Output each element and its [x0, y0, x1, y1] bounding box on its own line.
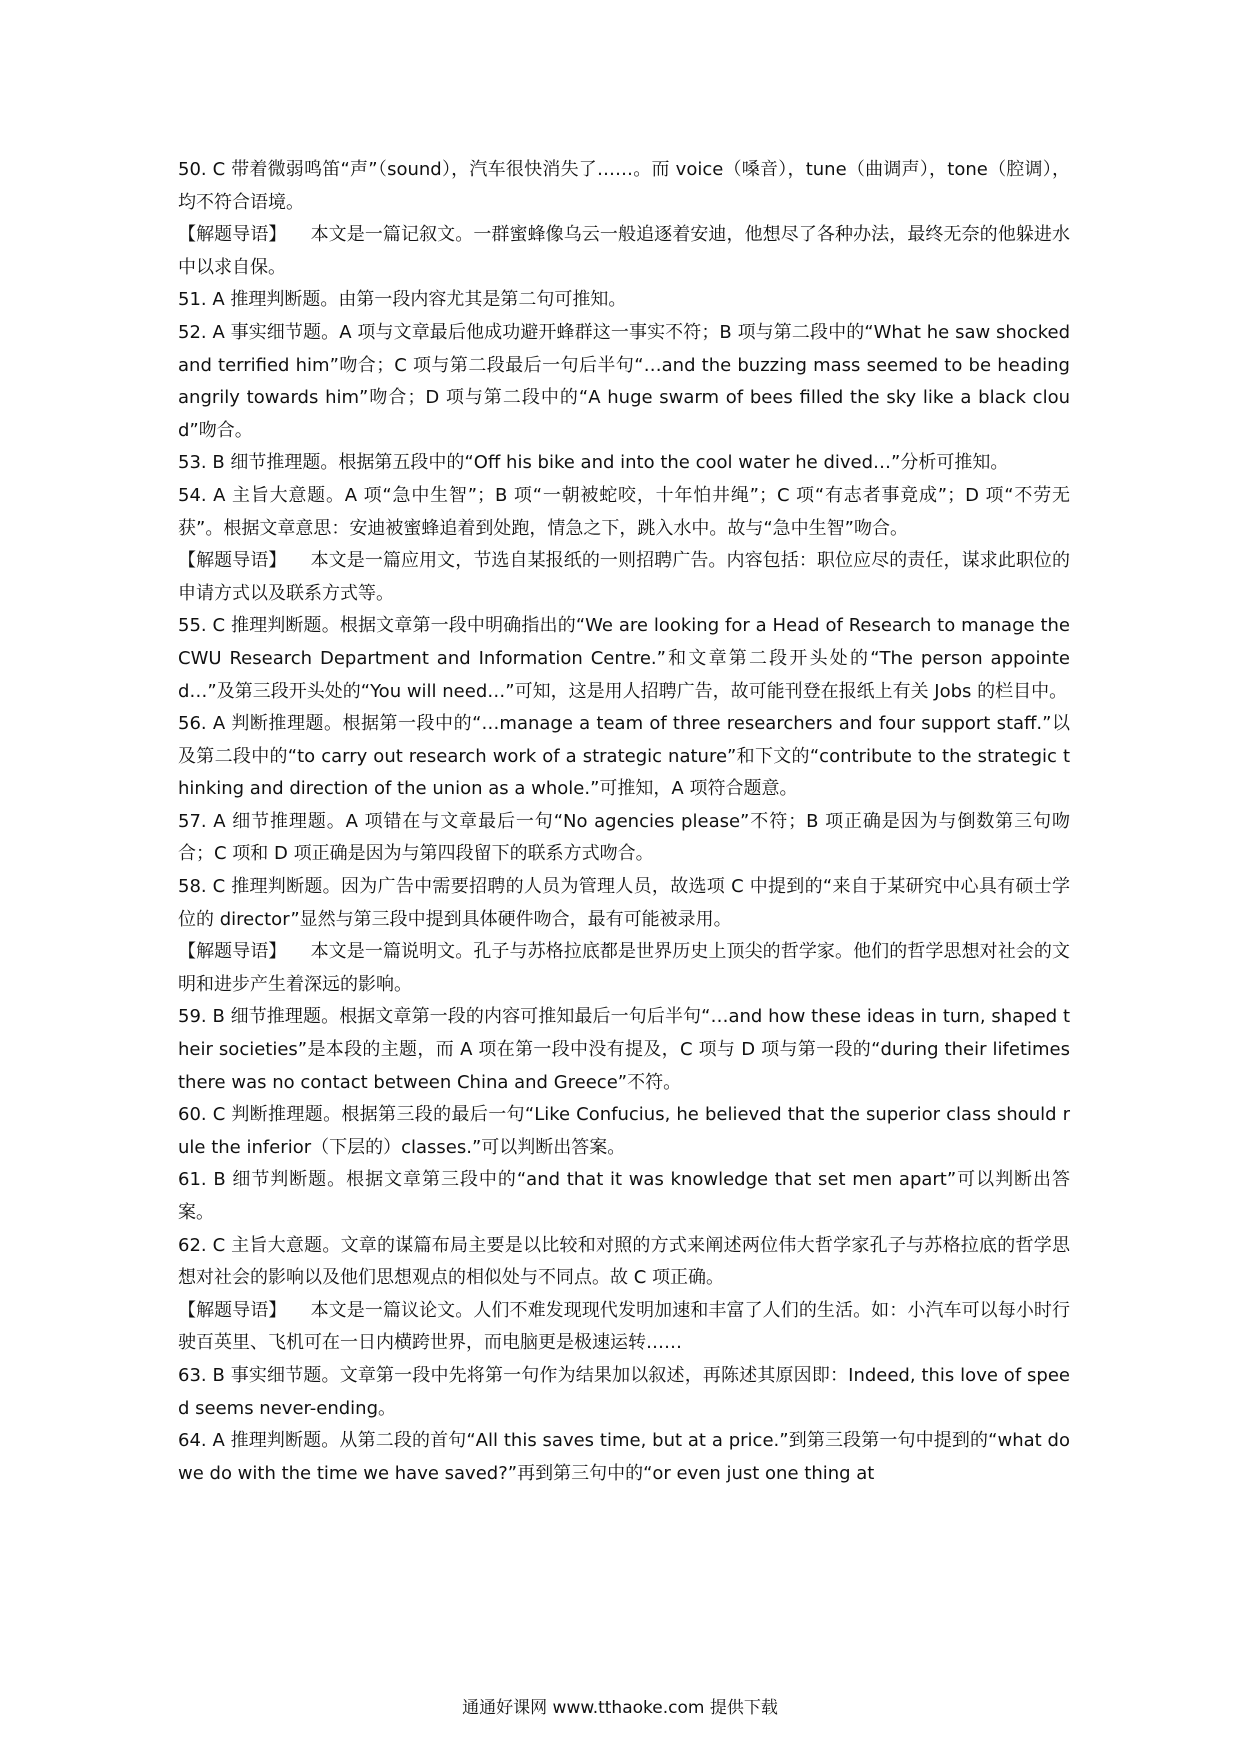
guide-tag: 【解题导语】 [178, 550, 287, 572]
answer-57 [178, 806, 1070, 871]
guide-tag: 【解题导语】 [178, 941, 287, 963]
answer-50 [178, 154, 1070, 219]
answer-text: 52. A 事实细节题。A 项与文章最后他成功避开蜂群这一事实不符；B 项与第二段中的“What he saw shocked and terrified him”吻合；C 项与第二段最后一句后半句“…and the buzzing mass seemed to be heading angrily towards him”吻合；D 项与第二段中的“A huge swarm of bees filled the sky like a black cloud”吻合。 [178, 321, 1070, 441]
answer-60 [178, 1099, 1070, 1164]
answer-text: 60. C 判断推理题。根据第三段的最后一句“Like Confucius, he believed that the superior class should rule the inferior（下层的）classes.”可以判断出答案。 [178, 1104, 1070, 1158]
guide-intro-1 [178, 219, 1070, 284]
answer-54 [178, 480, 1070, 545]
guide-text: 本文是一篇说明文。孔子与苏格拉底都是世界历史上顶尖的哲学家。他们的哲学思想对社会的文明和进步产生着深远的影响。 [178, 941, 1070, 995]
guide-intro-3 [178, 936, 1070, 1001]
answer-text: 53. B 细节推理题。根据第五段中的“Off his bike and into the cool water he dived…”分析可推知。 [178, 452, 1009, 474]
answer-58 [178, 871, 1070, 936]
answer-53 [178, 447, 1070, 480]
answer-text: 56. A 判断推理题。根据第一段中的“…manage a team of three researchers and four support staff.”以及第二段中的“to carry out research work of a strategic nature”和下文的“contribute to the strategic thinking and direction of the union as a whole.”可推知，A 项符合题意。 [178, 713, 1070, 800]
answer-text: 54. A 主旨大意题。A 项“急中生智”；B 项“一朝被蛇咬，十年怕井绳”；C 项“有志者事竟成”；D 项“不劳无获”。根据文章意思：安迪被蜜蜂追着到处跑，情急之下，跳入水中。故与“急中生智”吻合。 [178, 484, 1070, 539]
guide-text: 本文是一篇记叙文。一群蜜蜂像乌云一般追逐着安迪，他想尽了各种办法，最终无奈的他躲进水中以求自保。 [178, 224, 1070, 278]
answer-text: 64. A 推理判断题。从第二段的首句“All this saves time, but at a price.”到第三段第一句中提到的“what do we do with the time we have saved?”再到第三句中的“or even just one thing at [178, 1430, 1070, 1484]
answer-text: 59. B 细节推理题。根据文章第一段的内容可推知最后一句后半句“…and how these ideas in turn, shaped their societies”是本段的主题，而 A 项在第一段中没有提及，C 项与 D 项与第一段的“during their lifetimes there was no contact between China and Greece”不符。 [178, 1006, 1070, 1093]
answer-text: 58. C 推理判断题。因为广告中需要招聘的人员为管理人员，故选项 C 中提到的“来自于某研究中心具有硕士学位的 director”显然与第三段中提到具体硬件吻合，最有可能被录用。 [178, 876, 1070, 930]
answer-52 [178, 317, 1070, 447]
guide-text: 本文是一篇应用文，节选自某报纸的一则招聘广告。内容包括：职位应尽的责任，谋求此职位的申请方式以及联系方式等。 [178, 550, 1070, 604]
answer-text: 50. C 带着微弱鸣笛“声”（sound），汽车很快消失了……。而 voice（嗓音），tune（曲调声），tone（腔调），均不符合语境。 [178, 159, 1070, 213]
answer-64 [178, 1425, 1070, 1490]
page-footer: 通通好课网 www.tthaoke.com 提供下载 [462, 1698, 778, 1718]
answer-text: 55. C 推理判断题。根据文章第一段中明确指出的“We are looking for a Head of Research to manage the CWU Research Department and Information Centre.”和文章第二段开头处的“The person appointed…”及第三段开头处的“You will need…”可知，这是用人招聘广告，故可能刊登在报纸上有关 Jobs 的栏目中。 [178, 615, 1070, 702]
guide-intro-2 [178, 545, 1070, 610]
answer-55 [178, 610, 1070, 708]
answer-text: 57. A 细节推理题。A 项错在与文章最后一句“No agencies please”不符；B 项正确是因为与倒数第三句吻合；C 项和 D 项正确是因为与第四段留下的联系方式吻合。 [178, 810, 1070, 865]
answer-62 [178, 1230, 1070, 1295]
answer-explanations [178, 154, 1070, 1490]
guide-text: 本文是一篇议论文。人们不难发现现代发明加速和丰富了人们的生活。如：小汽车可以每小时行驶百英里、飞机可在一日内横跨世界，而电脑更是极速运转…… [178, 1299, 1070, 1354]
answer-51 [178, 284, 1070, 317]
answer-text: 51. A 推理判断题。由第一段内容尤其是第二句可推知。 [178, 289, 627, 311]
answer-61 [178, 1164, 1070, 1229]
guide-tag: 【解题导语】 [178, 1299, 287, 1321]
answer-text: 62. C 主旨大意题。文章的谋篇布局主要是以比较和对照的方式来阐述两位伟大哲学家孔子与苏格拉底的哲学思想对社会的影响以及他们思想观点的相似处与不同点。故 C 项正确。 [178, 1234, 1070, 1289]
guide-intro-4 [178, 1295, 1070, 1360]
answer-59 [178, 1001, 1070, 1099]
answer-56 [178, 708, 1070, 806]
answer-text: 61. B 细节判断题。根据文章第三段中的“and that it was knowledge that set men apart”可以判断出答案。 [178, 1169, 1070, 1223]
guide-tag: 【解题导语】 [178, 224, 287, 246]
answer-text: 63. B 事实细节题。文章第一段中先将第一句作为结果加以叙述，再陈述其原因即：Indeed, this love of speed seems never-ending。 [178, 1364, 1070, 1419]
answer-63 [178, 1360, 1070, 1425]
